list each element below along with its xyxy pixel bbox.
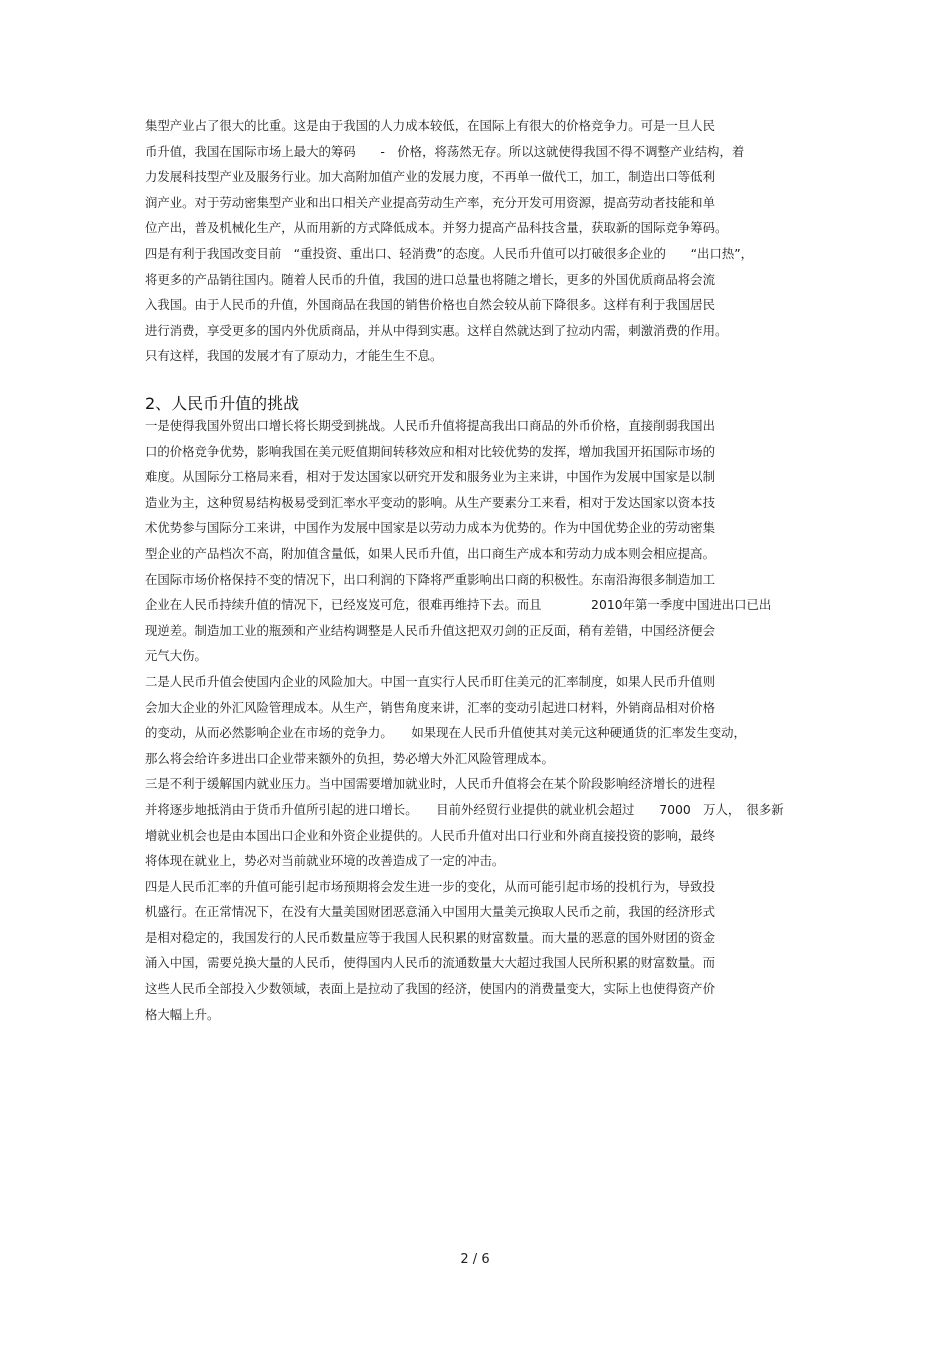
text-line: 术优势参与国际分工来讲，中国作为发展中国家是以劳动力成本为优势的。作为中国优势企业的劳动密集 [145,520,715,536]
text-line: 是相对稳定的，我国发行的人民币数量应等于我国人民积累的财富数量。而大量的恶意的国外财团的资金 [145,929,715,945]
text-line: 这些人民币全部投入少数领域，表面上是拉动了我国的经济，使国内的消费量变大，实际上也使得资产价 [145,981,715,997]
text-line: 入我国。由于人民币的升值，外国商品在我国的销售价格也自然会较从前下降很多。这样有利于我国居民 [145,297,715,313]
text-line: 币升值，我国在国际市场上最大的筹码 - 价格，将荡然无存。所以这就使得我国不得不调整产业结构，着 [145,143,745,159]
text-line: 力发展科技型产业及服务行业。加大高附加值产业的发展力度，不再单一做代工，加工，制造出口等低利 [145,169,715,185]
text-line: 的变动，从而必然影响企业在市场的竞争力。 如果现在人民币升值使其对美元这种硬通货的汇率发生变动， [145,725,746,741]
text-line: 只有这样，我国的发展才有了原动力，才能生生不息。 [145,348,443,364]
text-line: 将更多的产品销往国内。随着人民币的升值，我国的进口总量也将随之增长，更多的外国优质商品将会流 [145,271,715,287]
text-line: 元气大伤。 [145,648,207,664]
text-line: 三是不利于缓解国内就业压力。当中国需要增加就业时，人民币升值将会在某个阶段影响经济增长的进程 [145,776,715,792]
text-line: 将体现在就业上，势必对当前就业环境的改善造成了一定的冲击。 [145,853,505,869]
text-line: 一是使得我国外贸出口增长将长期受到挑战。人民币升值将提高我出口商品的外币价格，直接削弱我国出 [145,418,715,433]
text-line: 难度。从国际分工格局来看，相对于发达国家以研究开发和服务业为主来讲，中国作为发展中国家是以制 [145,469,715,485]
text-line: 四是有利于我国改变目前 “重投资、重出口、轻消费”的态度。人民币升值可以打破很多企业的 “出口热”， [145,245,754,261]
text-line: 二是人民币升值会使国内企业的风险加大。中国一直实行人民币盯住美元的汇率制度，如果人民币升值则 [145,673,715,689]
text-line: 口的价格竞争优势，影响我国在美元贬值期间转移效应和相对比较优势的发挥，增加我国开拓国际市场的 [145,443,715,459]
text-line: 企业在人民币持续升值的情况下，已经岌岌可危，很难再维持下去。而且 2010年第一季度中国进出口已出 [145,597,772,613]
text-line: 四是人民币汇率的升值可能引起市场预期将会发生进一步的变化，从而可能引起市场的投机行为，导致投 [145,878,715,894]
section1-body [145,113,815,369]
text-line: 在国际市场价格保持不变的情况下，出口利润的下降将严重影响出口商的积极性。东南沿海很多制造加工 [145,571,715,587]
text-line: 并将逐步地抵消由于货币升值所引起的进口增长。 目前外经贸行业提供的就业机会超过 7000 万人， 很多新 [145,801,784,817]
text-line: 进行消费，享受更多的国内外优质商品，并从中得到实惠。这样自然就达到了拉动内需，刺激消费的作用。 [145,322,728,338]
text-line: 机盛行。在正常情况下，在没有大量美国财团恶意涌入中国用大量美元换取人民币之前，我国的经济形式 [145,904,715,920]
text-line: 造业为主，这种贸易结构极易受到汇率水平变动的影响。从生产要素分工来看，相对于发达国家以资本技 [145,494,715,510]
text-line: 那么将会给许多进出口企业带来额外的负担，势必增大外汇风险管理成本。 [145,750,554,766]
text-line: 格大幅上升。 [145,1006,220,1022]
section2-heading: 2、人民币升值的挑战 [145,394,300,413]
text-line: 位产出，普及机械化生产，从而用新的方式降低成本。并努力提高产品科技含量，获取新的国际竞争筹码。 [145,220,728,236]
text-line: 增就业机会也是由本国出口企业和外资企业提供的。人民币升值对出口行业和外商直接投资的影响，最终 [145,827,715,843]
page-number: 2 / 6 [460,1252,490,1267]
text-line: 集型产业占了很大的比重。这是由于我国的人力成本较低，在国际上有很大的价格竞争力。可是一旦人民 [145,118,715,133]
text-line: 涌入中国，需要兑换大量的人民币，使得国内人民币的流通数量大大超过我国人民所积累的财富数量。而 [145,955,715,971]
text-line: 润产业。对于劳动密集型产业和出口相关产业提高劳动生产率，充分开发可用资源，提高劳动者技能和单 [145,194,715,210]
section2-body [145,413,815,1027]
text-line: 会加大企业的外汇风险管理成本。从生产，销售角度来讲，汇率的变动引起进口材料，外销商品相对价格 [145,699,715,715]
text-line: 现逆差。制造加工业的瓶颈和产业结构调整是人民币升值这把双刃剑的正反面，稍有差错，中国经济便会 [145,622,715,638]
text-line: 型企业的产品档次不高，附加值含量低，如果人民币升值，出口商生产成本和劳动力成本则会相应提高。 [145,545,715,561]
